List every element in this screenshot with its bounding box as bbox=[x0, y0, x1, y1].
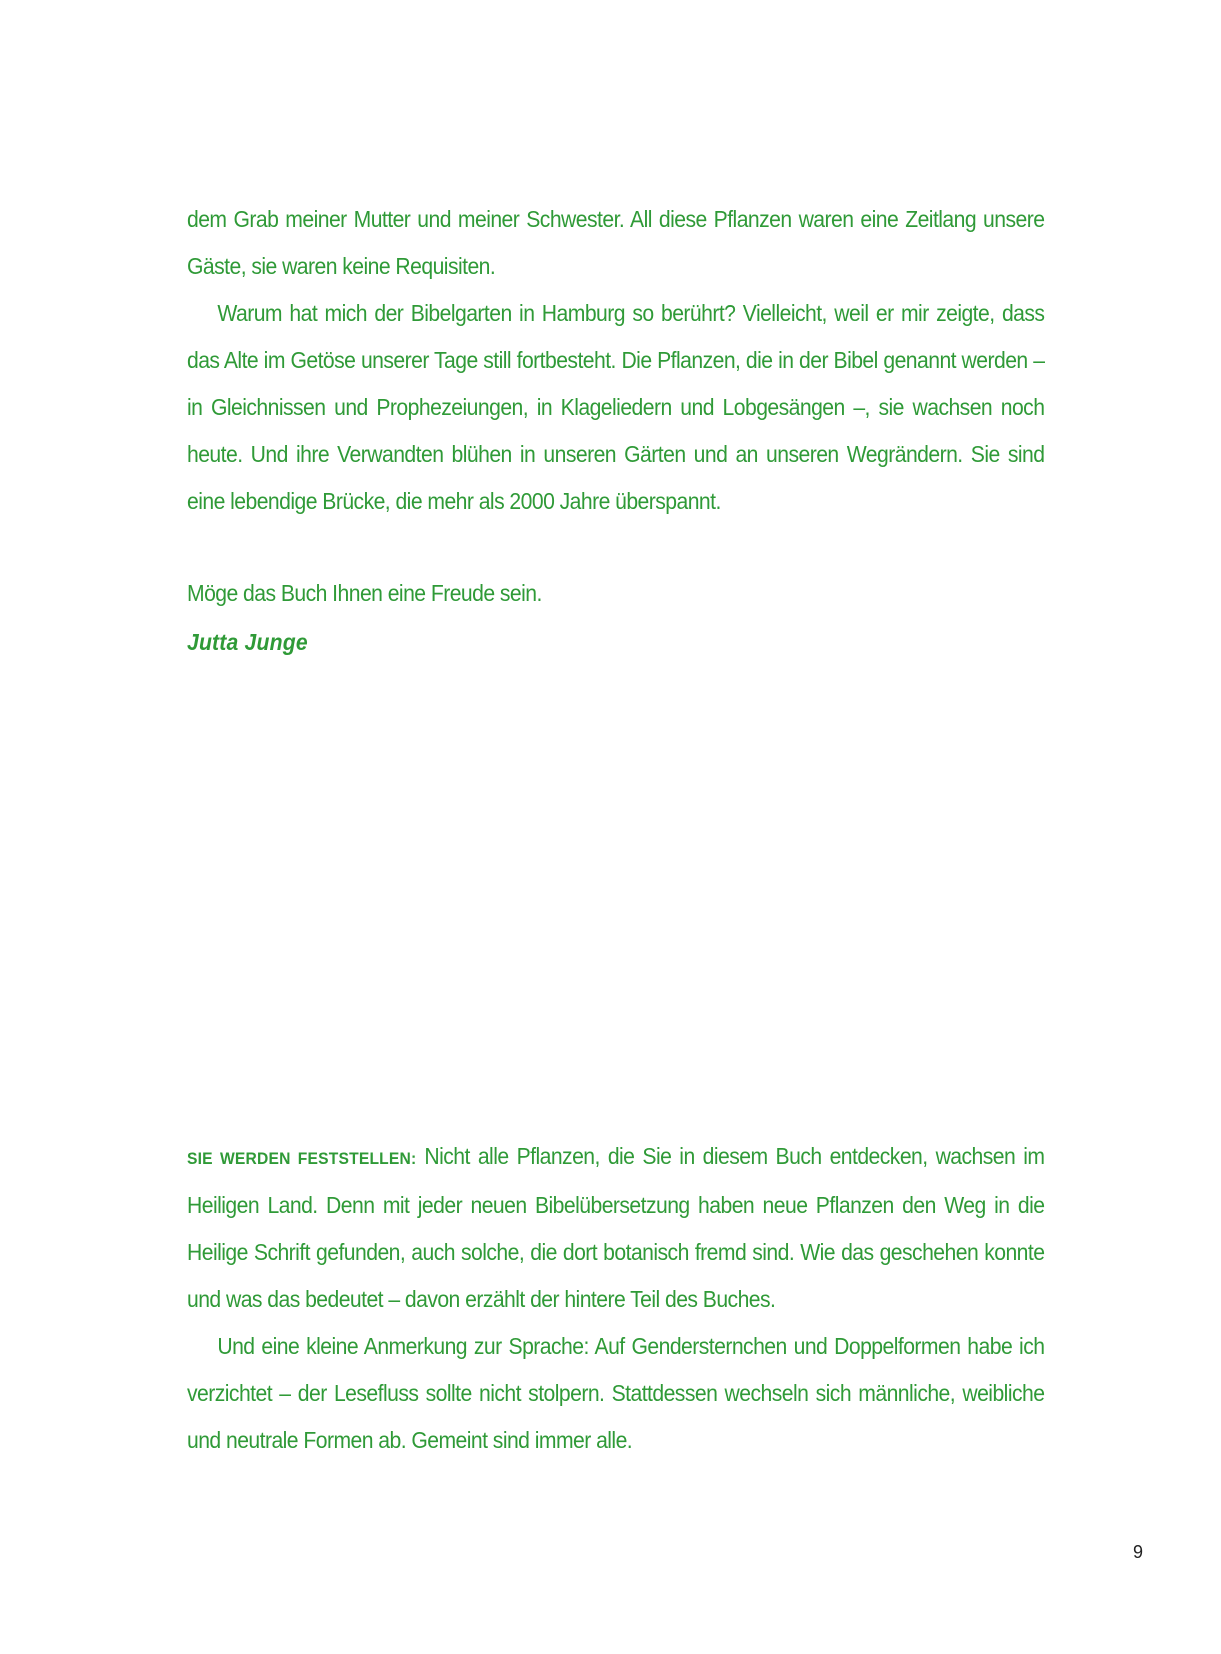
main-paragraph-1: dem Grab meiner Mutter und meiner Schwester. All diese Pflanzen waren eine Zeitlang unsere Gäste, sie waren keine Requisiten. bbox=[187, 206, 1045, 279]
note-block bbox=[187, 1133, 1044, 1464]
note-lead-heading: SIE WERDEN FESTSTELLEN: bbox=[187, 1149, 417, 1168]
main-text-block bbox=[187, 196, 1044, 525]
note-paragraph-2: Und eine kleine Anmerkung zur Sprache: Auf Gendersternchen und Doppelformen habe ich verzichtet – der Lesefluss sollte nicht stolpern. Stattdessen wechseln sich männliche, weibliche und neutrale Formen ab. Gemeint sind immer alle. bbox=[187, 1333, 1045, 1453]
page-number: 9 bbox=[1133, 1542, 1144, 1562]
author-signature: Jutta Junge bbox=[187, 629, 308, 655]
closing-block bbox=[187, 570, 1044, 667]
closing-wish: Möge das Buch Ihnen eine Freude sein. bbox=[187, 580, 542, 606]
main-paragraph-2: Warum hat mich der Bibelgarten in Hamburg so berührt? Vielleicht, weil er mir zeigte, dass das Alte im Getöse unserer Tage still fortbesteht. Die Pflanzen, die in der Bibel genannt werden – in Gleichnissen und Prophezeiungen, in Klageliedern und Lobgesängen –, sie wachsen noch heute. Und ihre Verwandten blühen in unseren Gärten und an unseren Wegrändern. Sie sind eine lebendige Brücke, die mehr als 2000 Jahre überspannt. bbox=[187, 300, 1045, 514]
note-paragraph-1 bbox=[187, 1133, 1044, 1323]
note-paragraph-1-text: Nicht alle Pflanzen, die Sie in diesem Buch entdecken, wachsen im Heiligen Land. Denn mit jeder neuen Bibelübersetzung haben neue Pflanzen den Weg in die Heilige Schrift gefunden, auch solche, die dort botanisch fremd sind. Wie das geschehen konnte und was das bedeutet – davon erzählt der hintere Teil des Buches. bbox=[187, 1143, 1045, 1312]
